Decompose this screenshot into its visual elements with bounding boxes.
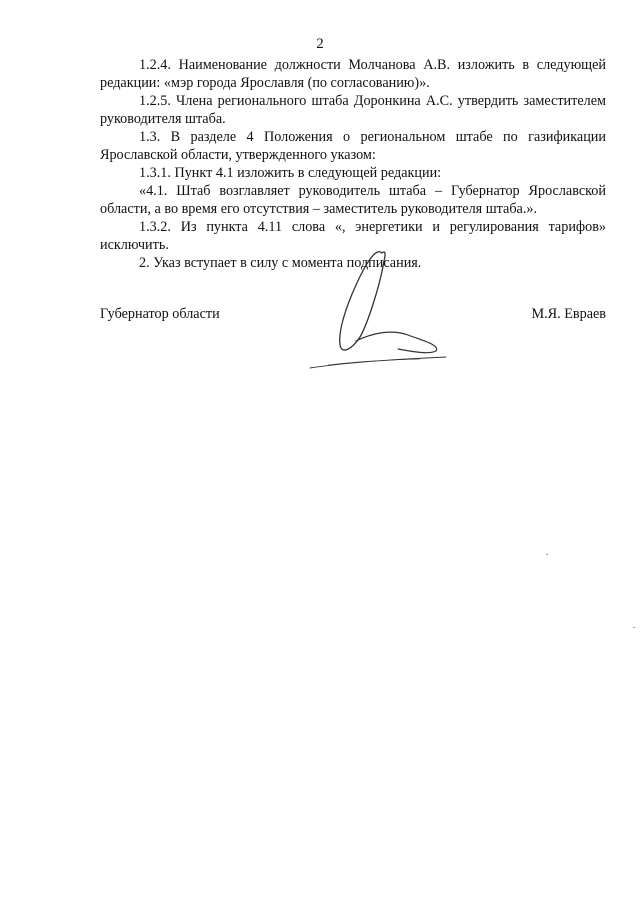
document-body	[100, 56, 606, 272]
handwritten-signature	[300, 245, 460, 375]
paragraph-1-2-5: 1.2.5. Члена регионального штаба Доронкина А.С. утвердить заместителем руководителя штаба.	[100, 93, 606, 127]
paragraph-2: 2. Указ вступает в силу с момента подписания.	[139, 255, 422, 271]
paragraph-1-2-4: 1.2.4. Наименование должности Молчанова А.В. изложить в следующей редакции: «мэр города Ярославля (по согласованию)».	[100, 57, 606, 91]
paragraph-quote-4-1: «4.1. Штаб возглавляет руководитель штаба – Губернатор Ярославской области, а во время его отсутствия – заместитель руководителя штаба.».	[100, 183, 606, 217]
scan-speck	[546, 554, 548, 555]
scan-speck	[633, 627, 635, 628]
page-number: 2	[316, 36, 324, 52]
paragraph-1-3-2: 1.3.2. Из пункта 4.11 слова «, энергетики и регулирования тарифов» исключить.	[100, 219, 606, 253]
paragraph-1-3-1: 1.3.1. Пункт 4.1 изложить в следующей редакции:	[139, 165, 442, 181]
signatory-name: М.Я. Евраев	[531, 306, 606, 322]
signatory-position: Губернатор области	[100, 306, 220, 322]
paragraph-1-3: 1.3. В разделе 4 Положения о региональном штабе по газификации Ярославской области, утвержденного указом:	[100, 129, 606, 163]
